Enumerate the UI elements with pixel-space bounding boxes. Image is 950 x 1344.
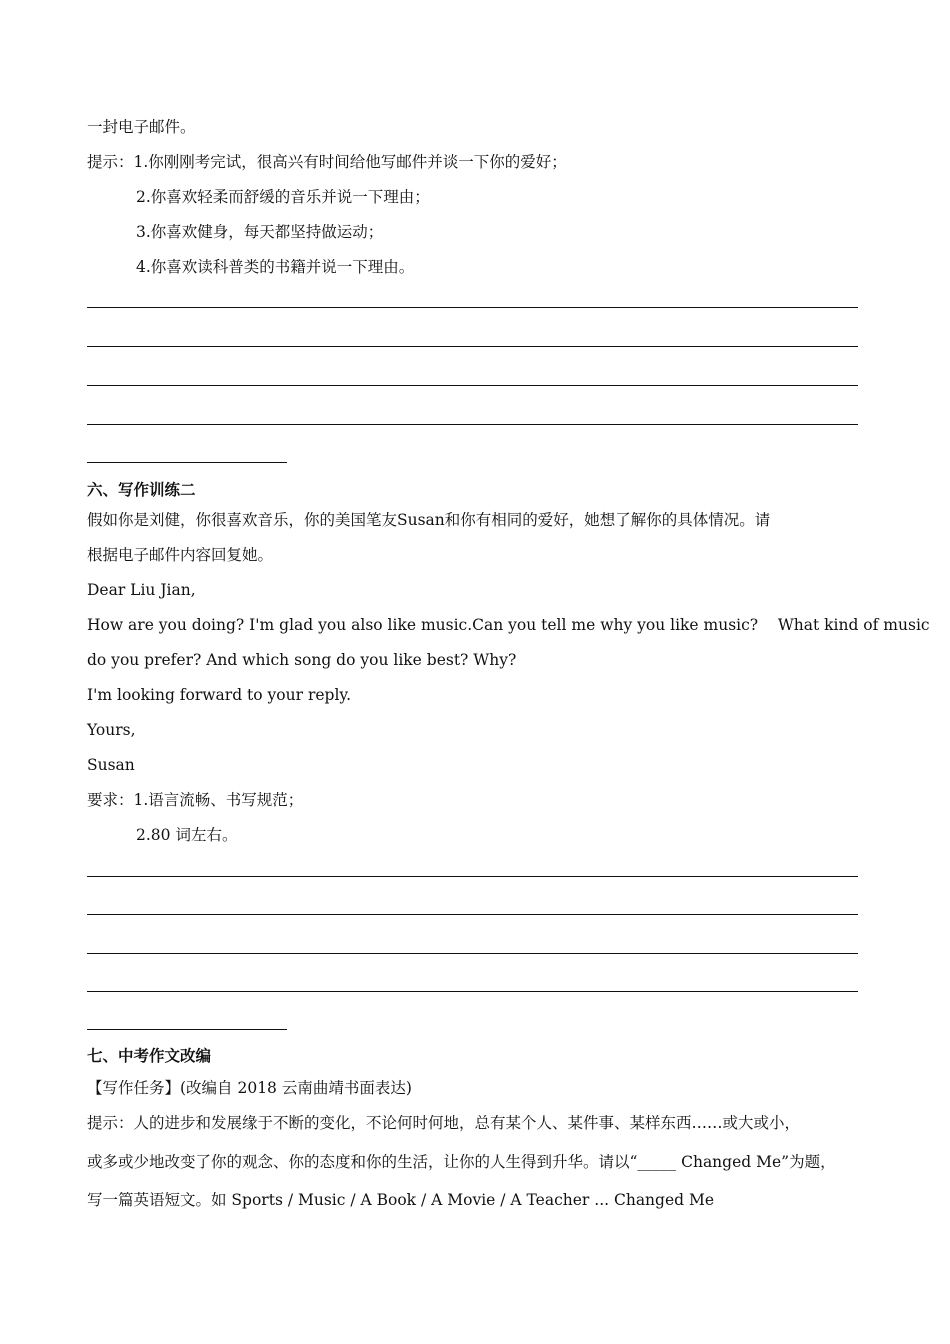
answer-line[interactable] bbox=[87, 914, 858, 915]
section-7-heading: 七、中考作文改编 bbox=[87, 1046, 212, 1065]
email-signoff: Yours, bbox=[87, 721, 136, 739]
answer-line[interactable] bbox=[87, 385, 858, 386]
email-body-line-1: How are you doing? I'm glad you also like music.Can you tell me why you like music? What kind of music bbox=[87, 616, 930, 634]
requirement-1: 1.语言流畅、书写规范； bbox=[133, 791, 304, 809]
hint7-line-1: 提示：人的进步和发展缘于不断的变化，不论何时何地，总有某个人、某件事、某样东西……或大或小， bbox=[87, 1114, 801, 1132]
email-signature: Susan bbox=[87, 756, 135, 774]
answer-line[interactable] bbox=[87, 991, 858, 992]
hint-1: 1.你刚刚考完试，很高兴有时间给他写邮件并谈一下你的爱好； bbox=[133, 153, 567, 171]
intro-tail: 一封电子邮件。 bbox=[87, 118, 196, 136]
prompt-line-2: 根据电子邮件内容回复她。 bbox=[87, 546, 274, 564]
hint-4: 4.你喜欢读科普类的书籍并说一下理由。 bbox=[136, 258, 415, 276]
answer-line[interactable] bbox=[87, 876, 858, 877]
email-closing: I'm looking forward to your reply. bbox=[87, 686, 352, 704]
email-greeting: Dear Liu Jian, bbox=[87, 581, 196, 599]
hint7-line-3: 写一篇英语短文。如 Sports / Music / A Book / A Movie / A Teacher ... Changed Me bbox=[87, 1191, 715, 1209]
answer-line[interactable] bbox=[87, 424, 858, 425]
hints-label: 提示： bbox=[87, 153, 134, 171]
hint-2: 2.你喜欢轻柔而舒缓的音乐并说一下理由； bbox=[136, 188, 430, 206]
requirements-label: 要求： bbox=[87, 791, 134, 809]
task-line: 【写作任务】(改编自 2018 云南曲靖书面表达) bbox=[87, 1079, 412, 1097]
requirement-2: 2.80 词左右。 bbox=[136, 826, 238, 844]
email-body-line-2: do you prefer? And which song do you like best? Why? bbox=[87, 651, 517, 669]
answer-line[interactable] bbox=[87, 307, 858, 308]
answer-line[interactable] bbox=[87, 346, 858, 347]
hint7-line-2: 或多或少地改变了你的观念、你的态度和你的生活，让你的人生得到升华。请以“_____ Changed Me”为题， bbox=[87, 1153, 836, 1171]
prompt-line-1: 假如你是刘健，你很喜欢音乐，你的美国笔友Susan和你有相同的爱好，她想了解你的具体情况。请 bbox=[87, 511, 771, 529]
requirement-line-1 bbox=[87, 790, 303, 810]
answer-line-short[interactable] bbox=[87, 462, 287, 463]
answer-line[interactable] bbox=[87, 953, 858, 954]
hint-3: 3.你喜欢健身，每天都坚持做运动； bbox=[136, 223, 384, 241]
section-6-heading: 六、写作训练二 bbox=[87, 480, 196, 499]
hint-line-1 bbox=[87, 152, 567, 172]
answer-line-short[interactable] bbox=[87, 1029, 287, 1030]
